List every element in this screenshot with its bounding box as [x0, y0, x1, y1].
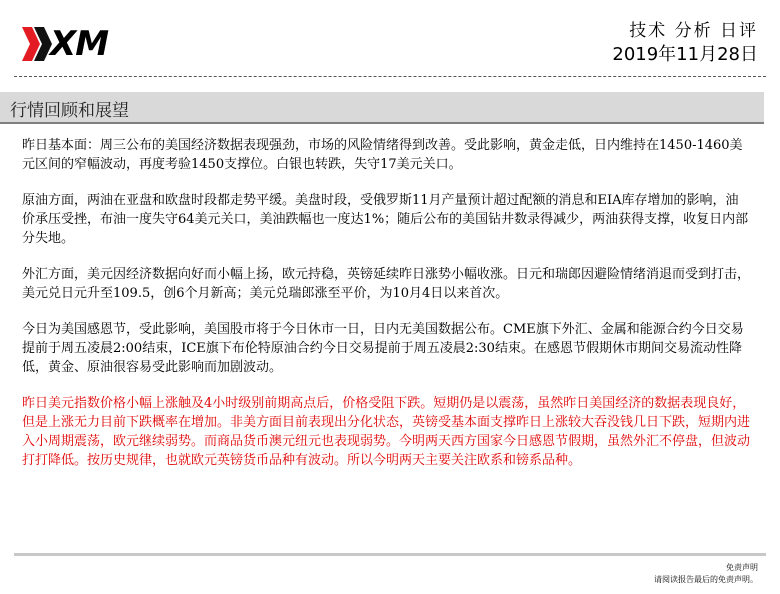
paragraph-dollar-outlook: 昨日美元指数价格小幅上涨触及4小时级别前期高点后，价格受阻下跌。短期仍是以震荡，虽然昨日美国经济的数据表现良好，但是上涨无力目前下跌概率在增加。非美方面目前表现出分化状态，英镑受基本面支撑昨日上涨较大吞没钱几日下跌，短期内进入小周期震荡，欧元继续弱势。而商品货币澳元纽元也表现弱势。今明两天西方国家今日感恩节假期，虽然外汇不停盘，但波动打打降低。按历史规律，也就欧元英镑货币品种有波动。所以今明两天主要关注欧系和镑系品种。 — [22, 396, 751, 468]
report-title: 技术 分析 日评 — [629, 21, 758, 41]
disclaimer-note: 请阅读报告最后的免责声明。 — [654, 575, 758, 584]
section-header-bar — [0, 92, 764, 124]
paragraph-crude-oil: 原油方面，两油在亚盘和欧盘时段都走势平缓。美盘时段，受俄罗斯11月产量预计超过配额的消息和EIA库存增加的影响，油价承压受挫，布油一度失守64美元关口，美油跌幅也一度达1%；随后公布的美国钻井数录得减少，两油获得支撑，收复日内部分失地。 — [22, 193, 749, 246]
disclaimer — [654, 562, 758, 586]
footer-divider — [14, 553, 766, 556]
xm-chevron-logo-icon — [20, 25, 52, 63]
report-body — [22, 136, 750, 487]
paragraph-fundamentals: 昨日基本面：周三公布的美国经济数据表现强劲，市场的风险情绪得到改善。受此影响，黄金走低，日内维持在1450-1460美元区间的窄幅波动，再度考验1450支撑位。白银也转跌，失守17美元关口。 — [22, 138, 743, 172]
paragraph-thanksgiving: 今日为美国感恩节，受此影响，美国股市将于今日休市一日，日内无美国数据公布。CME旗下外汇、金属和能源合约今日交易提前于周五凌晨2:00结束，ICE旗下布伦特原油合约今日交易提前于周五凌晨2:30结束。在感恩节假期休市期间交易流动性降低，黄金、原油很容易受此影响而加剧波动。 — [22, 322, 744, 375]
paragraph-forex: 外汇方面，美元因经济数据向好而小幅上扬，欧元持稳，英镑延续昨日涨势小幅收涨。日元和瑞郎因避险情绪消退而受到打击，美元兑日元升至109.5，创6个月新高；美元兑瑞郎涨至平价，为10月4日以来首次。 — [22, 267, 751, 301]
section-title: 行情回顾和展望 — [10, 101, 129, 121]
header-divider — [14, 76, 766, 77]
report-date: 2019年11月28日 — [612, 44, 758, 65]
logo-text: XM — [50, 24, 109, 64]
disclaimer-title: 免责声明 — [726, 563, 758, 572]
xm-logo — [20, 24, 108, 64]
